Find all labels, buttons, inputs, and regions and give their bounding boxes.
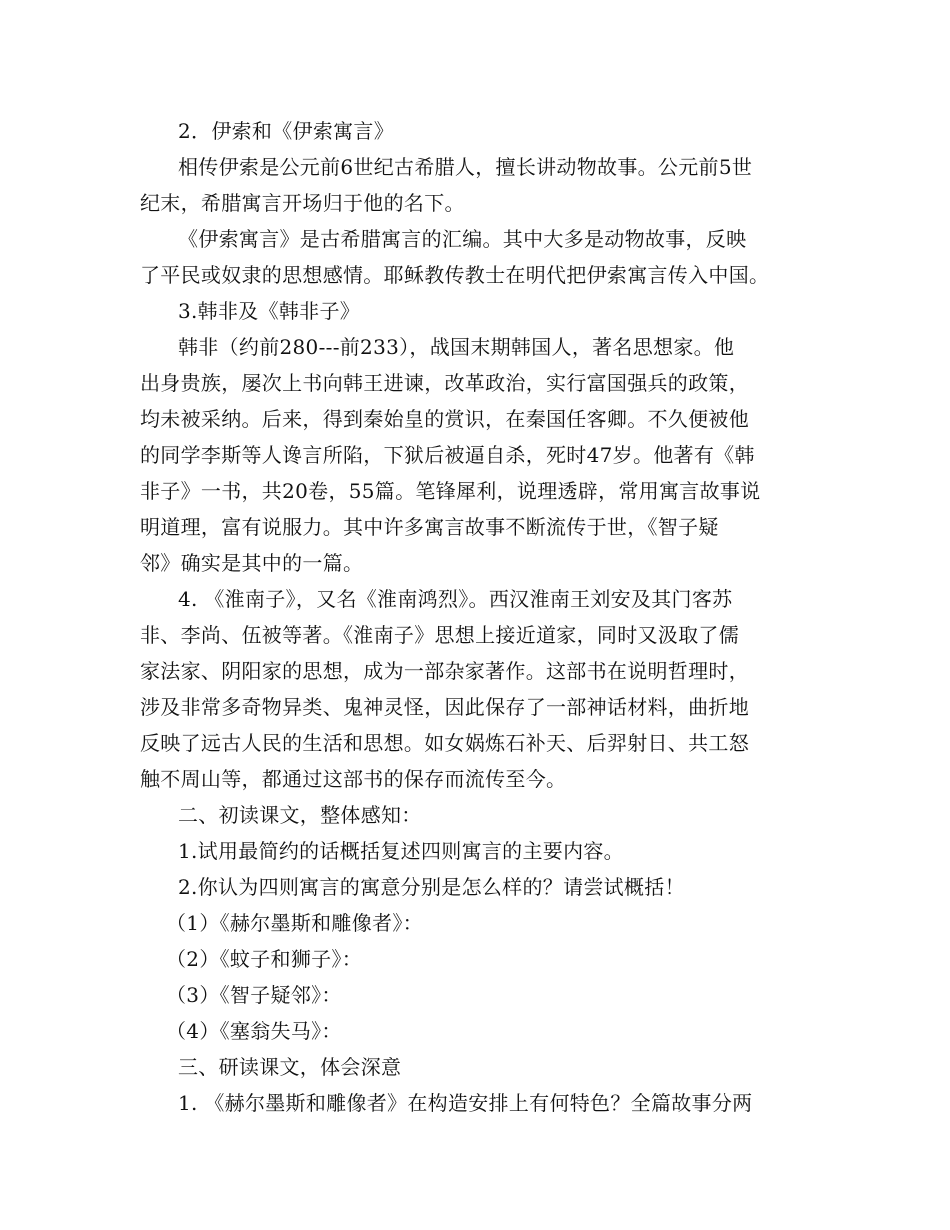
paragraph-line: 涉及非常多奇物异类、鬼神灵怪，因此保存了一部神话材料，曲折地 <box>140 695 749 719</box>
question-line: 1. 《赫尔墨斯和雕像者》在构造安排上有何特色？全篇故事分两 <box>178 1091 753 1115</box>
section-heading-hanfei: 3.韩非及《韩非子》 <box>178 299 361 323</box>
paragraph-line: 反映了远古人民的生活和思想。如女娲炼石补天、后羿射日、共工怒 <box>140 731 749 755</box>
paragraph-line: 家法家、阴阳家的思想，成为一部杂家著作。这部书在说明哲理时， <box>140 659 749 683</box>
paragraph-line: 均未被采纳。后来，得到秦始皇的赏识，在秦国任客卿。不久便被他 <box>140 407 749 431</box>
paragraph-line: 《伊索寓言》是古希腊寓言的汇编。其中大多是动物故事，反映 <box>178 227 747 251</box>
paragraph-line: 触不周山等，都通过这部书的保存而流传至今。 <box>140 767 567 791</box>
section-heading-first-reading: 二、初读课文，整体感知： <box>178 803 422 827</box>
paragraph-line: 明道理，富有说服力。其中许多寓言故事不断流传于世，《智子疑 <box>140 515 719 539</box>
paragraph-line: 相传伊索是公元前6世纪古希腊人，擅长讲动物故事。公元前5世 <box>178 155 753 179</box>
paragraph-line: 非子》一书，共20卷，55篇。笔锋犀利，说理透辟，常用寓言故事说 <box>140 479 761 503</box>
question-line: 1.试用最简约的话概括复述四则寓言的主要内容。 <box>178 839 624 863</box>
paragraph-line: 非、李尚、伍被等著。《淮南子》思想上接近道家，同时又汲取了儒 <box>140 623 739 647</box>
paragraph-line: 了平民或奴隶的思想感情。耶稣教传教士在明代把伊索寓言传入中国。 <box>140 263 770 287</box>
paragraph-line: 纪末，希腊寓言开场归于他的名下。 <box>140 191 465 215</box>
sub-question-line: （4）《塞翁失马》： <box>166 1019 342 1043</box>
paragraph-line: 4. 《淮南子》，又名《淮南鸿烈》。西汉淮南王刘安及其门客苏 <box>178 587 733 611</box>
question-line: 2.你认为四则寓言的寓意分别是怎么样的？请尝试概括！ <box>178 875 685 899</box>
sub-question-line: （2）《蚊子和狮子》： <box>166 947 363 971</box>
sub-question-line: （1）《赫尔墨斯和雕像者》： <box>166 911 423 935</box>
document-body <box>140 113 820 1121</box>
sub-question-line: （3）《智子疑邻》： <box>166 983 342 1007</box>
section-heading-aesop: 2．伊索和《伊索寓言》 <box>178 119 395 143</box>
section-heading-study: 三、研读课文，体会深意 <box>178 1055 402 1079</box>
paragraph-line: 韩非（约前280---前233），战国末期韩国人，著名思想家。他 <box>178 335 735 359</box>
paragraph-line: 的同学李斯等人谗言所陷，下狱后被逼自杀，死时47岁。他著有《韩 <box>140 443 755 467</box>
paragraph-line: 邻》确实是其中的一篇。 <box>140 551 364 575</box>
paragraph-line: 出身贵族，屡次上书向韩王进谏，改革政治，实行富国强兵的政策， <box>140 371 749 395</box>
